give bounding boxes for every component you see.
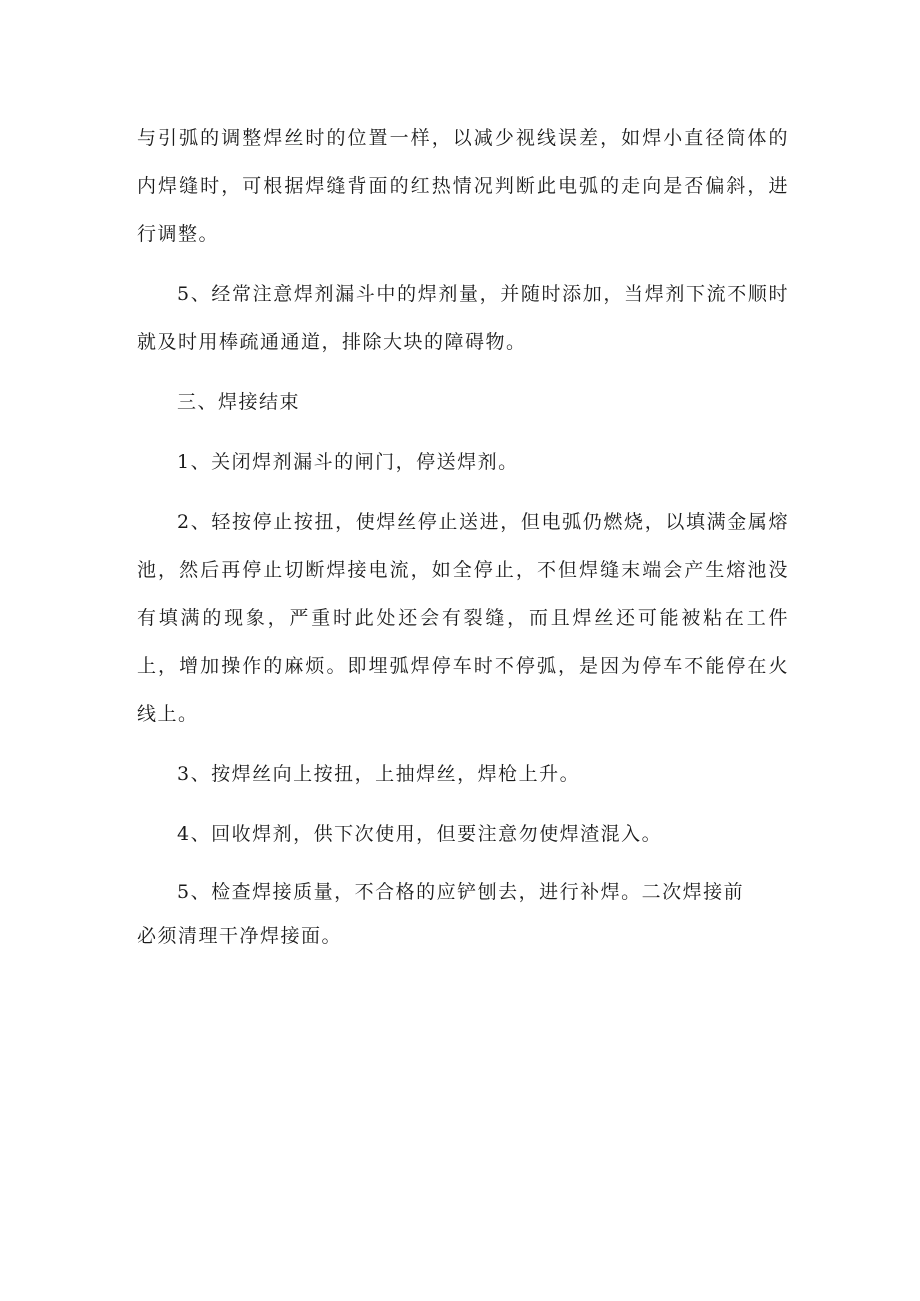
step-2: 2、轻按停止按扭，使焊丝停止送进，但电弧仍燃烧，以填满金属熔池，然后再停止切断焊接电流，如全停止，不但焊缝末端会产生熔池没有填满的现象，严重时此处还会有裂缝，而且焊丝还可能被粘在工件上，增加操作的麻烦。即埋弧焊停车时不停弧，是因为停车不能停在火线上。	[137, 511, 789, 725]
section-heading: 三、焊接结束	[177, 391, 301, 413]
document-body	[137, 114, 789, 958]
paragraph-continuation: 与引弧的调整焊丝时的位置一样，以减少视线误差，如焊小直径筒体的内焊缝时，可根据焊缝背面的红热情况判断此电弧的走向是否偏斜，进行调整。	[137, 127, 789, 245]
step-4: 4、回收焊剂，供下次使用，但要注意勿使焊渣混入。	[177, 823, 663, 845]
paragraph-step-5-flux: 5、经常注意焊剂漏斗中的焊剂量，并随时添加，当焊剂下流不顺时就及时用棒疏通通道，排除大块的障碍物。	[137, 283, 789, 353]
step-1: 1、关闭焊剂漏斗的闸门，停送焊剂。	[177, 451, 519, 473]
step-3: 3、按焊丝向上按扭，上抽焊丝，焊枪上升。	[177, 763, 581, 785]
step-5: 5、检查焊接质量，不合格的应铲刨去，进行补焊。二次焊接前	[177, 881, 745, 903]
step-5-continuation: 必须清理干净焊接面。	[137, 925, 343, 947]
